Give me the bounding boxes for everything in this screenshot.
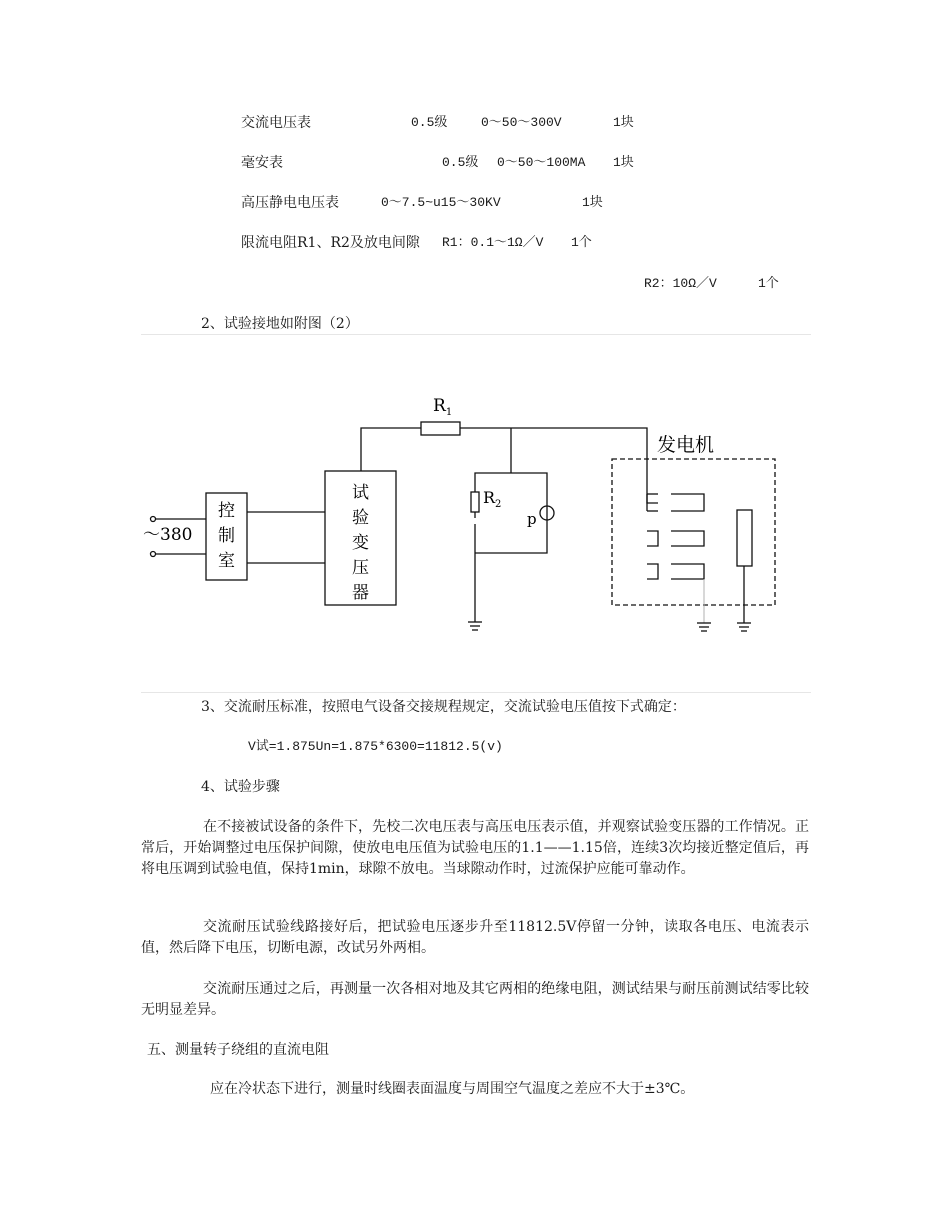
- equipment-name-milliammeter: 毫安表: [241, 155, 283, 171]
- section-2-heading: 2、试验接地如附图（2）: [201, 316, 359, 332]
- control-room-char-2: 制: [218, 526, 235, 546]
- equipment-grade-milliammeter: 0.5级: [442, 155, 479, 170]
- transformer-char-3: 变: [352, 533, 369, 553]
- transformer-char-1: 试: [352, 483, 369, 503]
- supply-label: ～380: [143, 525, 193, 545]
- equipment-r2-qty: 1个: [758, 276, 779, 291]
- section-3-heading: 3、交流耐压标准，按照电气设备交接规程规定，交流试验电压值按下式确定：: [201, 699, 686, 715]
- equipment-grade-ac-voltmeter: 0.5级: [411, 115, 448, 130]
- equipment-range-milliammeter: 0～50～100MA: [497, 155, 586, 170]
- supply-terminal-top: [151, 517, 156, 522]
- r1-label: $R_1$: [433, 396, 453, 418]
- p-label: p: [527, 510, 537, 528]
- divider-bottom: [141, 692, 811, 693]
- equipment-r2-spec: R2：10Ω／V: [644, 276, 717, 291]
- divider-top: [141, 334, 811, 335]
- rotor-winding: [737, 510, 752, 566]
- transformer-char-5: 器: [352, 583, 369, 603]
- section-4-heading: 4、试验步骤: [201, 779, 280, 795]
- resistor-r2: [471, 492, 479, 512]
- resistor-r1: [421, 422, 460, 435]
- transformer-char-4: 压: [352, 558, 369, 578]
- paragraph-procedure-3: 交流耐压通过之后，再测量一次各相对地及其它两相的绝缘电阻，测试结果与耐压前测试结零比较无明显差异。: [141, 981, 809, 1018]
- voltage-formula: V试=1.875Un=1.875*6300=11812.5(v): [248, 739, 503, 754]
- control-room-char-3: 室: [218, 551, 235, 571]
- control-room-char-1: 控: [218, 501, 235, 521]
- transformer-char-2: 验: [352, 508, 369, 528]
- test-circuit-diagram: [141, 336, 811, 692]
- equipment-name-hv-voltmeter: 高压静电电压表: [241, 195, 339, 211]
- generator-box: [612, 459, 775, 605]
- equipment-range-ac-voltmeter: 0～50～300V: [481, 115, 562, 130]
- equipment-qty-hv-voltmeter: 1块: [582, 195, 603, 210]
- r2-label: $R_2$: [483, 488, 502, 510]
- equipment-qty-milliammeter: 1块: [613, 155, 634, 170]
- equipment-r1-spec: R1：0.1～1Ω／V: [442, 235, 544, 250]
- paragraph-rotor-measurement: 应在冷状态下进行，测量时线圈表面温度与周围空气温度之差应不大于±3℃。: [210, 1081, 695, 1097]
- paragraph-procedure-2: 交流耐压试验线路接好后，把试验电压逐步升至11812.5V停留一分钟，读取各电压、电流表示值，然后降下电压，切断电源，改试另外两相。: [141, 919, 809, 956]
- equipment-range-hv-voltmeter: 0～7.5~u15～30KV: [381, 195, 501, 210]
- equipment-name-ac-voltmeter: 交流电压表: [241, 115, 311, 131]
- equipment-qty-ac-voltmeter: 1块: [613, 115, 634, 130]
- section-5-heading: 五、测量转子绕组的直流电阻: [147, 1042, 329, 1058]
- equipment-r1-qty: 1个: [571, 235, 592, 250]
- generator-label: 发电机: [657, 434, 715, 456]
- hv-line-right: [460, 428, 647, 458]
- equipment-name-resistors: 限流电阻R1、R2及放电间隙: [241, 235, 420, 251]
- supply-terminal-bottom: [151, 552, 156, 557]
- hv-line-left: [361, 428, 421, 471]
- paragraph-procedure-1: 在不接被试设备的条件下，先校二次电压表与高压电压表示值，并观察试验变压器的工作情况。正常后，开始调整过电压保护间隙，使放电电压值为试验电压的1.1——1.15倍，连续3次均接近整定值后，再将电压调到试验电值，保持1min，球隙不放电。当球隙动作时，过流保护应能可靠动作。: [141, 819, 809, 877]
